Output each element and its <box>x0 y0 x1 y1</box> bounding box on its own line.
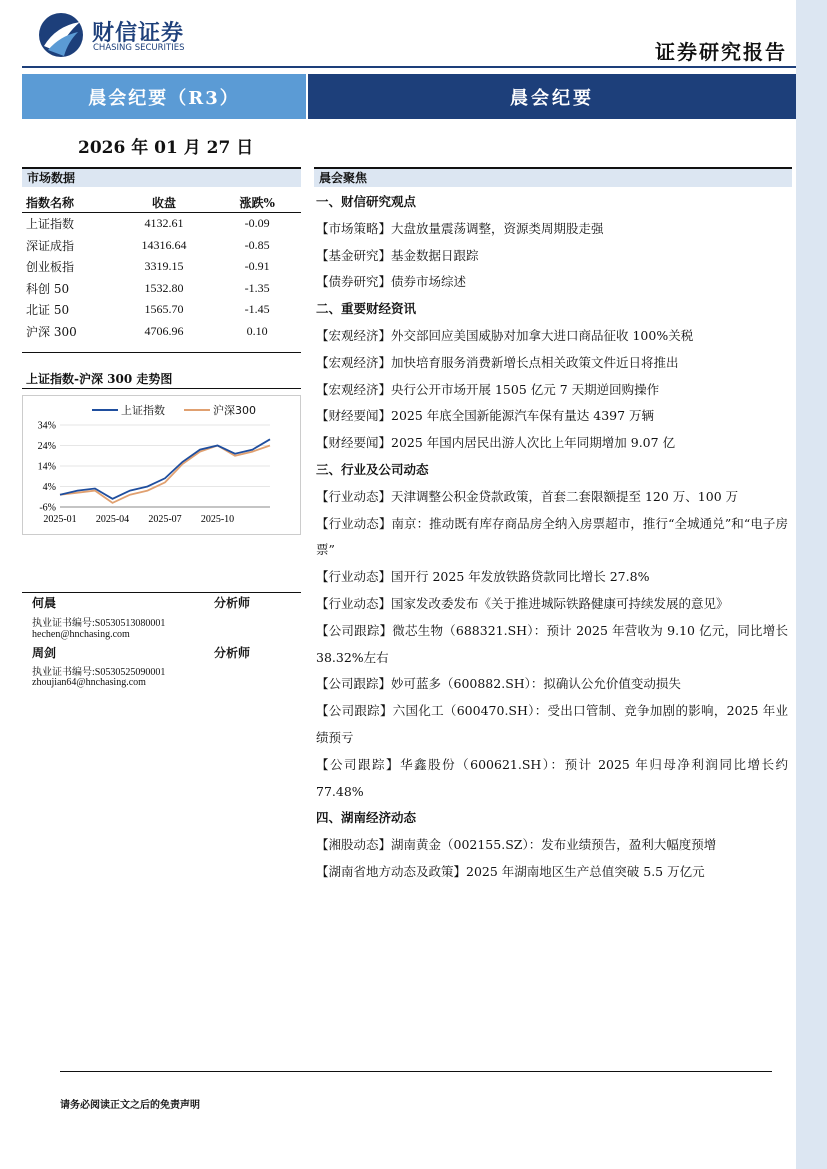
market-data-title: 市场数据 <box>22 167 301 187</box>
col-header-close: 收盘 <box>115 192 214 213</box>
list-item[interactable]: 【公司跟踪】微芯生物（688321.SH）：预计 2025 年营收为 9.10 亿元，同比增长 38.32%左右 <box>316 622 788 665</box>
focus-content <box>316 189 788 886</box>
list-item[interactable]: 【基金研究】基金数据日跟踪 <box>316 247 479 263</box>
index-name: 上证指数 <box>26 217 75 232</box>
index-change: -1.45 <box>244 302 270 317</box>
index-close: 1565.70 <box>144 302 184 317</box>
table-row <box>22 213 301 235</box>
index-name: 创业板指 <box>26 260 75 275</box>
list-item[interactable]: 【行业动态】国开行 2025 年发放铁路贷款同比增长 27.8% <box>316 569 650 585</box>
analyst-role: 分析师 <box>214 596 251 610</box>
analyst-email[interactable]: hechen@hnchasing.com <box>32 629 130 640</box>
y-tick-label: -6% <box>39 502 56 514</box>
list-item[interactable]: 【财经要闻】2025 年底全国新能源汽车保有量达 4397 万辆 <box>316 408 655 424</box>
trend-chart <box>22 395 301 535</box>
list-item[interactable]: 【湘股动态】湖南黄金（002155.SZ）：发布业绩预告，盈利大幅度预增 <box>316 837 717 853</box>
analyst-email[interactable]: zhoujian64@hnchasing.com <box>32 677 146 688</box>
list-item[interactable]: 【行业动态】国家发改委发布《关于推进城际铁路健康可持续发展的意见》 <box>316 595 729 611</box>
report-date: 2026 年 01 月 27 日 <box>78 138 254 158</box>
table-row <box>22 321 301 343</box>
trend-title-rule <box>22 388 301 389</box>
index-close: 4706.96 <box>144 323 184 338</box>
index-name: 北证 50 <box>26 303 70 318</box>
section-heading: 四、湖南经济动态 <box>316 810 417 826</box>
footer-rule <box>60 1071 772 1072</box>
list-item[interactable]: 【公司跟踪】妙可蓝多（600882.SH）：拟确认公允价值变动损失 <box>316 676 681 692</box>
index-change: -0.91 <box>244 259 270 274</box>
y-tick-label: 14% <box>37 461 56 473</box>
index-name: 科创 50 <box>26 281 70 296</box>
logo-text-cn: 财信证券 <box>92 21 185 46</box>
x-tick-label: 2025-04 <box>95 514 130 525</box>
index-close: 3319.15 <box>144 259 184 274</box>
header-divider <box>22 66 796 68</box>
y-tick-label: 24% <box>37 441 56 452</box>
market-table <box>22 192 301 342</box>
table-row <box>22 256 301 278</box>
list-item[interactable]: 【市场策略】大盘放量震荡调整，资源类周期股走强 <box>316 220 604 236</box>
section-heading: 一、财信研究观点 <box>316 194 417 209</box>
index-change: -1.35 <box>244 280 270 295</box>
index-change: -0.85 <box>244 237 270 252</box>
list-item[interactable]: 【债券研究】债券市场综述 <box>316 274 467 290</box>
legend-label-sh: 上证指数 <box>121 404 165 417</box>
list-item[interactable]: 【宏观经济】央行公开市场开展 1505 亿元 7 天期逆回购操作 <box>316 381 660 397</box>
list-item[interactable]: 【公司跟踪】六国化工（600470.SH）：受出口管制、竞争加剧的影响，2025 年业绩预亏 <box>316 703 788 745</box>
index-name: 沪深 300 <box>26 324 77 339</box>
index-close: 14316.64 <box>141 237 187 252</box>
list-item[interactable]: 【财经要闻】2025 年国内居民出游人次比上年同期增加 9.07 亿 <box>316 435 676 451</box>
x-tick-label: 2025-10 <box>200 514 235 525</box>
section-heading: 二、重要财经资讯 <box>316 301 417 317</box>
analyst-license: 执业证书编号:S0530513080001 <box>32 618 166 629</box>
table-row <box>22 235 301 257</box>
index-close: 1532.80 <box>144 280 184 295</box>
logo-text-en: CHASING SECURITIES <box>93 43 185 53</box>
analyst-name: 周剑 <box>32 646 57 660</box>
list-item[interactable]: 【宏观经济】外交部回应美国威胁对加拿大进口商品征收 100%关税 <box>316 327 694 343</box>
x-tick-label: 2025-07 <box>148 514 182 525</box>
col-header-index: 指数名称 <box>22 192 115 213</box>
report-type: 证券研究报告 <box>655 40 787 64</box>
company-logo-icon <box>38 12 84 58</box>
index-name: 深证成指 <box>26 238 75 253</box>
list-item[interactable]: 【行业动态】南京：推动既有库存商品房全纳入房票超市，推行“全城通兑”和“电子房票” <box>316 515 788 558</box>
analyst-license: 执业证书编号:S0530525090001 <box>32 667 166 678</box>
table-row <box>22 299 301 321</box>
report-series-band: 晨会纪要（R3） <box>22 74 306 119</box>
index-change: 0.10 <box>246 323 268 338</box>
y-tick-label: 34% <box>37 420 56 432</box>
list-item[interactable]: 【公司跟踪】华鑫股份（600621.SH）：预计 2025 年归母净利润同比增长约 77.48% <box>316 756 788 799</box>
trend-chart-title: 上证指数-沪深 300 走势图 <box>26 372 173 386</box>
y-tick-label: 4% <box>42 482 56 493</box>
table-header-row <box>22 192 301 213</box>
index-close: 4132.61 <box>144 216 184 231</box>
market-table-bottom-rule <box>22 352 301 353</box>
list-item[interactable]: 【湖南省地方动态及政策】2025 年湖南地区生产总值突破 5.5 万亿元 <box>316 863 705 879</box>
focus-title: 晨会聚焦 <box>314 167 792 187</box>
x-tick-label: 2025-01 <box>43 514 77 525</box>
index-change: -0.09 <box>244 216 270 231</box>
analyst-role: 分析师 <box>214 646 251 660</box>
disclaimer-note: 请务必阅读正文之后的免责声明 <box>60 1100 200 1111</box>
analyst-name: 何晨 <box>32 596 57 610</box>
list-item[interactable]: 【宏观经济】加快培育服务消费新增长点相关政策文件近日将推出 <box>316 354 679 370</box>
report-title-band: 晨会纪要 <box>308 74 796 119</box>
list-item[interactable]: 【行业动态】天津调整公积金贷款政策，首套二套限额提至 120 万、100 万 <box>316 488 739 504</box>
table-row <box>22 278 301 300</box>
analyst-top-rule <box>22 592 301 593</box>
section-heading: 三、行业及公司动态 <box>316 461 429 477</box>
legend-label-hs300: 沪深300 <box>213 404 256 417</box>
col-header-change: 涨跌% <box>213 192 301 213</box>
side-decor-strip <box>796 0 827 1169</box>
